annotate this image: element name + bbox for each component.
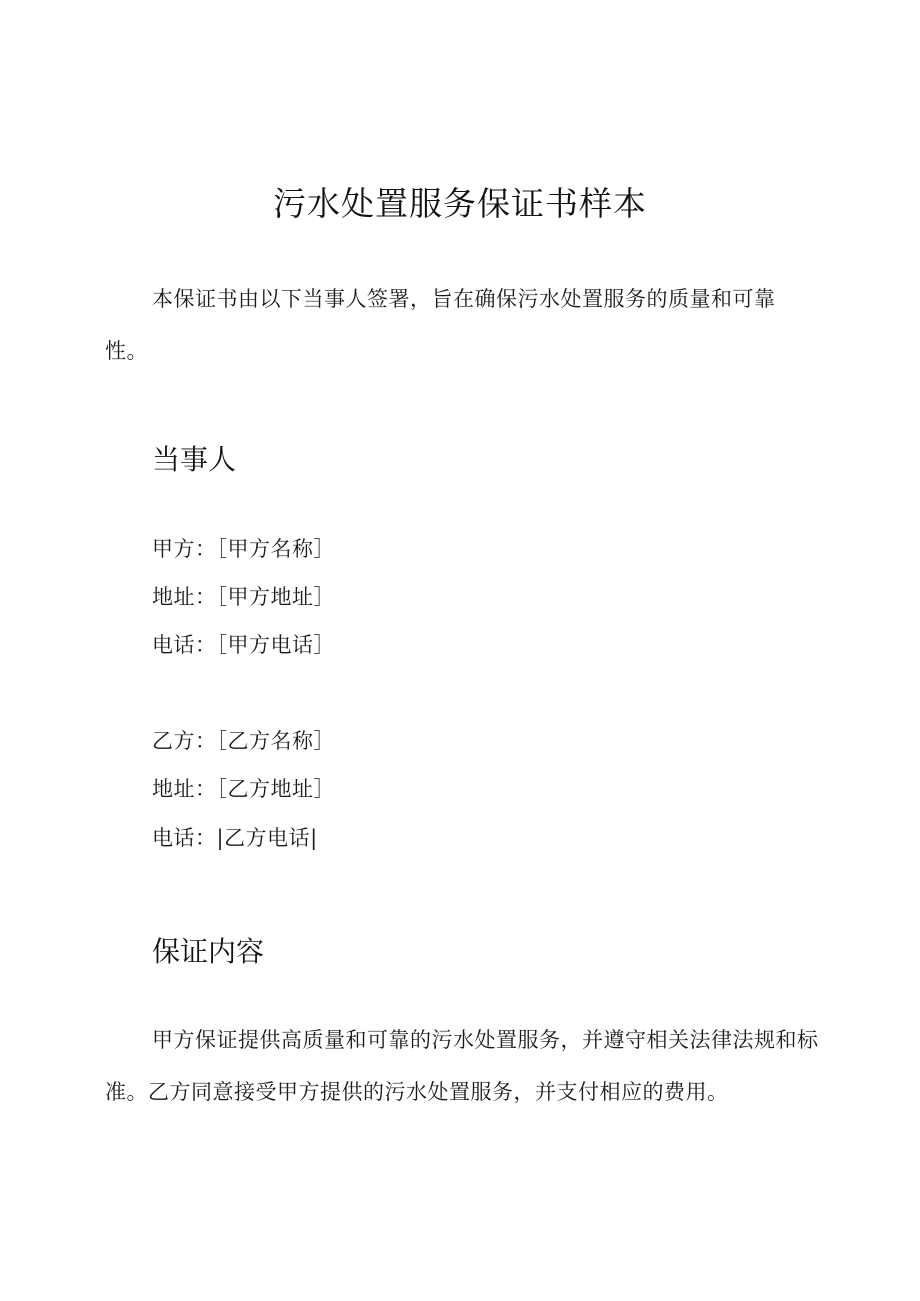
party-a-name: 甲方：［甲方名称］ (152, 537, 335, 561)
party-b-phone: 电话：|乙方电话| (152, 826, 318, 850)
party-b-address: 地址：［乙方地址］ (152, 777, 335, 801)
party-a-address: 地址：［甲方地址］ (152, 585, 335, 609)
parties-heading: 当事人 (152, 443, 237, 476)
document-title: 污水处置服务保证书样本 (273, 184, 647, 223)
party-a-phone: 电话：［甲方电话］ (152, 633, 335, 657)
party-b-name: 乙方：［乙方名称］ (152, 729, 335, 753)
intro-paragraph: 本保证书由以下当事人签署，旨在确保污水处置服务的质量和可靠性。 (105, 287, 776, 363)
guarantee-paragraph: 甲方保证提供高质量和可靠的污水处置服务，并遵守相关法律法规和标准。乙方同意接受甲方提供的污水处置服务，并支付相应的费用。 (105, 1028, 819, 1104)
guarantee-heading: 保证内容 (152, 935, 265, 968)
